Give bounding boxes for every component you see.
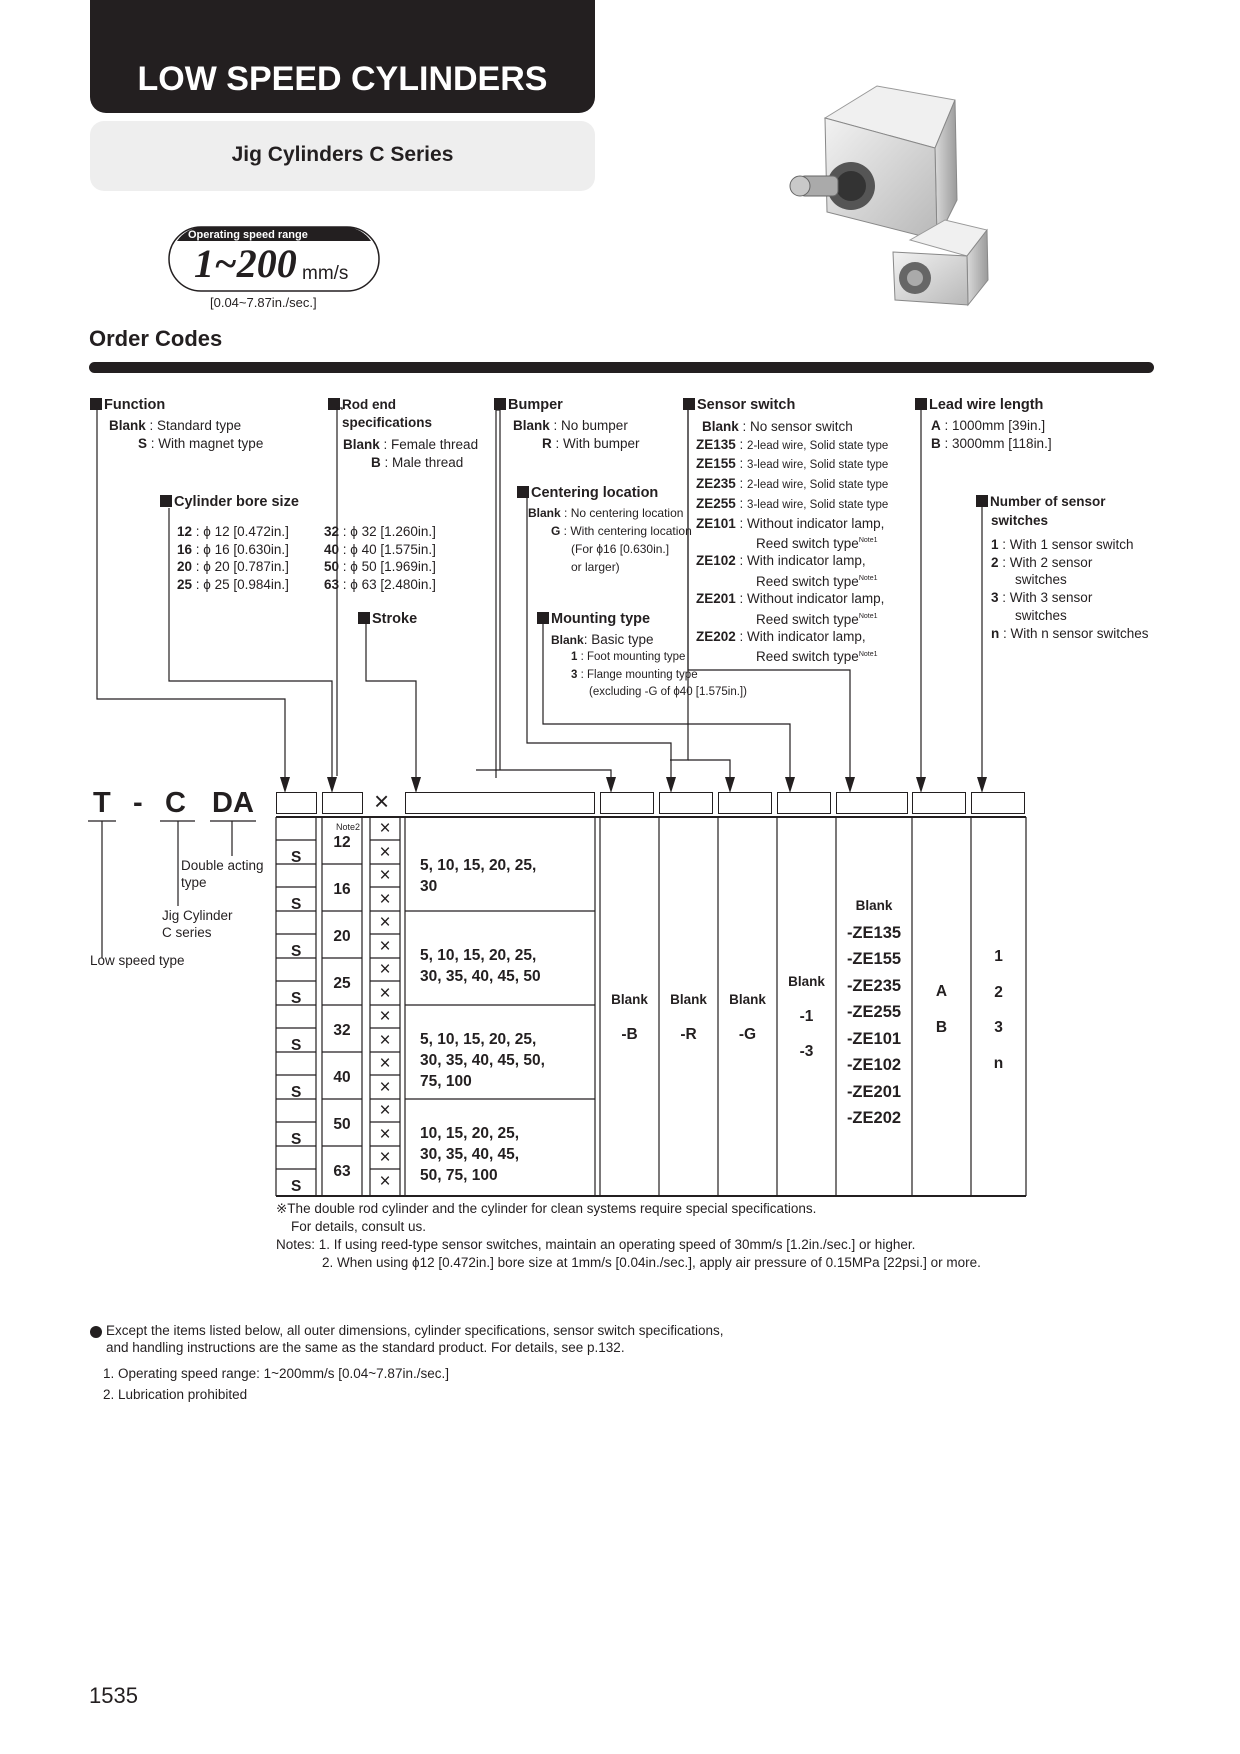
model-code-t: T [93, 787, 111, 819]
rod-end-heading: Rod end specifications [328, 396, 432, 432]
s-option: S [291, 1131, 302, 1148]
bullet-square-icon [90, 398, 102, 410]
times-icon: × [379, 1100, 391, 1121]
rod-end-item: B : Male thread [371, 455, 464, 470]
centering-item: Blank : No centering location [528, 506, 684, 520]
bore-size-list-right [324, 523, 436, 594]
times-icon: × [379, 1029, 391, 1051]
model-code-t-label: Low speed type [90, 953, 185, 968]
bullet-square-icon [976, 495, 988, 507]
s-option: S [291, 1084, 302, 1101]
model-code-da: DA [212, 787, 254, 819]
code-box-mounting [777, 792, 831, 814]
s-option: S [291, 896, 302, 913]
sensor-switch-item: ZE201 : Without indicator lamp, Reed switch type$^{Note1}$ [696, 591, 885, 627]
times-icon: × [379, 865, 391, 886]
times-icon: × [379, 982, 391, 1004]
bullet-square-icon [915, 398, 927, 410]
sensor-switch-item: ZE102 : With indicator lamp, Reed switch type$^{Note1}$ [696, 553, 878, 589]
s-option: S [291, 1037, 302, 1054]
bore-size-item: 25 : ϕ 25 [0.984in.] [177, 577, 289, 593]
info-list-item: 2. Lubrication prohibited [103, 1387, 248, 1402]
times-icon: × [379, 1170, 391, 1192]
s-option: S [291, 943, 302, 960]
bore-size-item: 40 : ϕ 40 [1.575in.] [324, 541, 436, 557]
bullet-square-icon [517, 486, 529, 498]
model-code-c-label: Jig Cylinder C series [162, 908, 233, 940]
mounting-options: Blank -1 -3 [788, 974, 825, 1060]
model-code-da-label: Double acting type [181, 858, 264, 890]
bumper-item: Blank : No bumper [513, 418, 628, 433]
cylinder-product-photo [785, 80, 1015, 335]
stroke-group: 10, 15, 20, 25, 30, 35, 40, 45, 50, 75, 100 [420, 1125, 520, 1184]
sensor-switch-item: ZE255 : 3-lead wire, Solid state type [696, 495, 889, 511]
bore-option: 25 [333, 975, 351, 992]
model-code-leaders [80, 820, 280, 970]
times-icon: × [379, 841, 391, 863]
special-note: For details, consult us. [291, 1219, 427, 1234]
stroke-group: 5, 10, 15, 20, 25, 30, 35, 40, 45, 50, 75, 100 [420, 1031, 545, 1090]
special-note: ※The double rod cylinder and the cylinder for clean systems require special specifications. [276, 1201, 817, 1216]
speed-badge-value: 1~200 [194, 241, 297, 286]
speed-badge-label: Operating speed range [188, 229, 308, 241]
times-icon: × [379, 912, 391, 933]
sensor-switch-item: ZE155 : 3-lead wire, Solid state type [696, 456, 889, 472]
bore-size-list-left [177, 523, 289, 594]
code-box-lead-wire [912, 792, 966, 814]
sensor-switch-item: ZE101 : Without indicator lamp, Reed switch type$^{Note1}$ [696, 515, 885, 551]
bore-option: 50 [333, 1116, 351, 1133]
function-heading: Function [90, 397, 165, 413]
info-list-item: 1. Operating speed range: 1~200mm/s [0.04~7.87in./sec.] [103, 1366, 449, 1381]
stroke-heading: Stroke [358, 611, 417, 627]
times-icon: × [379, 1123, 391, 1145]
stroke-group: 5, 10, 15, 20, 25, 30, 35, 40, 45, 50 [420, 947, 541, 985]
lead-wire-item: B : 3000mm [118in.] [931, 436, 1052, 451]
centering-note: (For ϕ16 [0.630in.] [571, 542, 670, 556]
bore-note-label: Note2 [336, 822, 361, 832]
times-icon: × [374, 786, 390, 816]
code-box-centering [718, 792, 772, 814]
centering-note: or larger) [571, 560, 620, 574]
bullet-circle-icon [90, 1326, 102, 1338]
bumper-heading: Bumper [494, 397, 563, 413]
code-box-function [276, 792, 317, 814]
rod-end-options: Blank -B [611, 992, 648, 1043]
model-code-c: C [165, 787, 186, 819]
centering-item: G : With centering location [551, 524, 692, 538]
times-icon: × [379, 818, 391, 839]
bore-size-item: 12 : ϕ 12 [0.472in.] [177, 524, 289, 539]
centering-heading: Centering location [517, 485, 658, 501]
section-title: Order Codes [89, 326, 223, 351]
bullet-square-icon [358, 612, 370, 624]
info-text: Except the items listed below, all outer dimensions, cylinder specifications, sensor switch specifications, [106, 1323, 724, 1338]
mounting-item: 1 : Foot mounting type [571, 651, 686, 663]
sensor-switch-item: Blank : No sensor switch [702, 419, 853, 434]
times-column [371, 817, 399, 1193]
sensor-count-item: 1 : With 1 sensor switch [991, 537, 1134, 552]
bore-size-item: 20 : ϕ 20 [0.787in.] [177, 559, 289, 575]
sensor-count-list [991, 536, 1149, 642]
bore-size-item: 50 : ϕ 50 [1.969in.] [324, 559, 436, 575]
code-box-sensor-count [971, 792, 1025, 814]
page-subtitle: Jig Cylinders C Series [231, 143, 454, 166]
times-icon: × [379, 959, 391, 980]
times-icon: × [379, 1053, 391, 1074]
bullet-square-icon [494, 398, 506, 410]
bore-size-item: 63 : ϕ 63 [2.480in.] [324, 577, 436, 593]
code-box-sensor [836, 792, 908, 814]
bore-option: 20 [333, 928, 351, 945]
s-option: S [291, 849, 302, 866]
bullet-square-icon [537, 612, 549, 624]
sensor-switch-list [696, 418, 888, 666]
sensor-switch-item: ZE135 : 2-lead wire, Solid state type [696, 436, 889, 452]
sensor-switch-heading: Sensor switch [683, 397, 795, 413]
sensor-count-item: n : With n sensor switches [991, 625, 1149, 641]
centering-options: Blank -G [729, 992, 766, 1043]
bore-option: 12 [333, 834, 351, 851]
bumper-item: R : With bumper [542, 436, 640, 451]
speed-badge-unit: mm/s [302, 263, 349, 284]
sensor-count-heading: Number of sensor switches [976, 492, 1106, 530]
times-icon: × [379, 1006, 391, 1027]
rod-end-item: Blank : Female thread [343, 437, 479, 452]
section-rule [89, 362, 1154, 373]
lead-wire-heading: Lead wire length [915, 397, 1043, 413]
function-item: S : With magnet type [138, 436, 264, 451]
info-text: and handling instructions are the same as the standard product. For details, see p.132. [106, 1340, 625, 1355]
sensor-count-item: 3 : With 3 sensor switches [991, 590, 1093, 623]
bore-option: 40 [333, 1069, 351, 1086]
mounting-item: 3 : Flange mounting type [571, 669, 698, 681]
bumper-options: Blank -R [670, 992, 707, 1043]
bore-option: 16 [333, 881, 351, 898]
function-item: Blank : Standard type [109, 418, 242, 433]
sensor-options: Blank -ZE135 -ZE155 -ZE235 -ZE255 -ZE101 -ZE102 -ZE201 -ZE202 [846, 898, 902, 1127]
times-icon: × [379, 1076, 391, 1098]
lead-wire-item: A : 1000mm [39in.] [931, 418, 1046, 433]
code-box-stroke [405, 792, 595, 814]
s-option: S [291, 990, 302, 1007]
lead-wire-options: A B [935, 983, 948, 1036]
bore-size-heading: Cylinder bore size [160, 494, 299, 510]
s-option: S [291, 1178, 302, 1195]
sensor-count-item: 2 : With 2 sensor switches [991, 554, 1093, 588]
footnote: 2. When using ϕ12 [0.472in.] bore size at 1mm/s [0.04in./sec.], apply air pressure of 0.15MPa [22psi.] or more. [322, 1255, 981, 1270]
times-icon: × [379, 1147, 391, 1168]
bullet-square-icon [683, 398, 695, 410]
sensor-switch-item: ZE235 : 2-lead wire, Solid state type [696, 476, 889, 492]
model-code-dash: - [133, 787, 143, 819]
times-icon: × [379, 935, 391, 957]
mounting-item: Blank: Basic type [551, 632, 654, 647]
page-number: 1535 [89, 1683, 138, 1708]
code-box-rod-end [600, 792, 654, 814]
bore-option: 32 [333, 1022, 351, 1039]
mounting-heading: Mounting type [537, 611, 650, 627]
code-box-bumper [659, 792, 713, 814]
sensor-count-options: 1 2 3 n [993, 948, 1004, 1072]
mounting-note: (excluding -G of ϕ40 [1.575in.]) [589, 686, 747, 698]
bullet-square-icon [160, 495, 172, 507]
sensor-switch-item: ZE202 : With indicator lamp, Reed switch type$^{Note1}$ [696, 629, 878, 665]
bullet-square-icon [328, 398, 340, 410]
bore-size-item: 32 : ϕ 32 [1.260in.] [324, 524, 436, 539]
bore-size-item: 16 : ϕ 16 [0.630in.] [177, 541, 289, 557]
bore-option: 63 [333, 1163, 351, 1180]
stroke-group: 5, 10, 15, 20, 25, 30 [420, 857, 537, 895]
times-icon: × [379, 888, 391, 910]
footnote: Notes: 1. If using reed-type sensor switches, maintain an operating speed of 30mm/s [1.2in./sec.] or higher. [276, 1237, 916, 1252]
speed-badge-sub: [0.04~7.87in./sec.] [210, 295, 317, 310]
code-box-bore [322, 792, 363, 814]
page-title: LOW SPEED CYLINDERS [137, 60, 548, 98]
